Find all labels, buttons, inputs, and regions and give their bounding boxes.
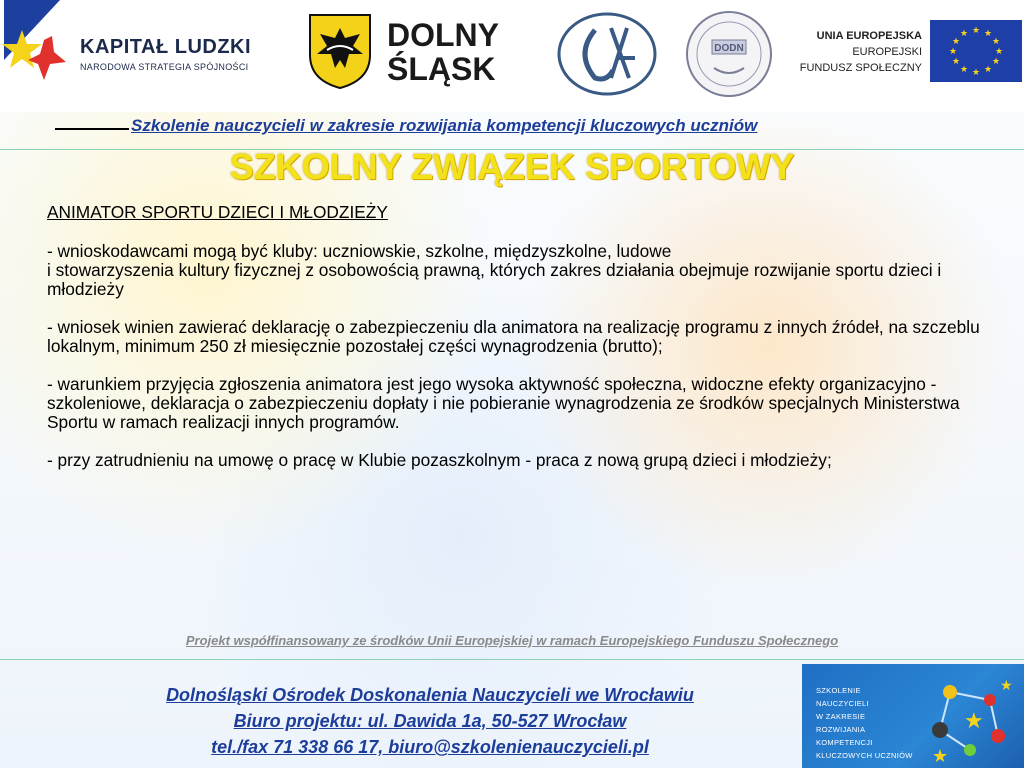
dolny-slask-wordmark bbox=[387, 18, 499, 86]
dodn-seal-icon bbox=[684, 8, 774, 100]
molecule-stars-icon bbox=[920, 670, 1020, 766]
kapital-ludzki-title: KAPITAŁ LUDZKI bbox=[80, 36, 252, 58]
eagle-crest-icon bbox=[305, 10, 375, 90]
training-subtitle bbox=[55, 116, 975, 136]
badge-line3: ROZWIJANIA bbox=[816, 725, 866, 734]
institution-name: Dolnośląski Ośrodek Doskonalenia Nauczycieli we Wrocławiu bbox=[166, 685, 694, 705]
svg-text:★: ★ bbox=[959, 65, 969, 75]
svg-text:★: ★ bbox=[983, 65, 993, 75]
badge-line1: SZKOLENIE NAUCZYCIELI bbox=[816, 686, 869, 708]
main-title: SZKOLNY ZWIĄZEK SPORTOWY bbox=[229, 146, 795, 187]
kapital-ludzki-subtitle: NARODOWA STRATEGIA SPÓJNOŚCI bbox=[80, 62, 249, 72]
eu-line3: FUNDUSZ SPOŁECZNY bbox=[799, 62, 922, 74]
kapital-ludzki-star-icon bbox=[0, 0, 78, 100]
svg-text:★: ★ bbox=[959, 29, 969, 39]
badge-text bbox=[816, 684, 916, 762]
paragraph-3: - warunkiem przyjęcia zgłoszenia animatora jest jego wysoka aktywność społeczna, widoczne efekty organizacyjno - szkoleniowe, deklaracja o zabezpieczeniu dopłaty i nie pobieranie wynagrodzenia ze środków specjalnych Ministerstwa Sportu w ramach realizacji innych programów. bbox=[47, 374, 960, 432]
eu-line1: UNIA EUROPEJSKA bbox=[816, 30, 922, 42]
paragraph-2: - wniosek winien zawierać deklarację o zabezpieczeniu dla animatora na realizację programu z innych źródeł, na szczeblu lokalnym, minimum 250 zł miesięcznie pozostałej części wynagrodzenia (brutto); bbox=[47, 317, 980, 356]
svg-text:★: ★ bbox=[991, 57, 1001, 67]
svg-text:★: ★ bbox=[994, 47, 1004, 57]
svg-text:★: ★ bbox=[932, 746, 949, 766]
paragraph-4: - przy zatrudnieniu na umowę o pracę w Klubie pozaszkolnym - praca z nową grupą dzieci i młodzieży; bbox=[47, 450, 832, 470]
svg-text:★: ★ bbox=[951, 37, 961, 47]
dodn-seal-text: DODN bbox=[714, 43, 744, 54]
office-address: Biuro projektu: ul. Dawida 1a, 50-527 Wrocław bbox=[233, 711, 627, 731]
monogram-seal-icon bbox=[555, 10, 659, 98]
badge-line5: KLUCZOWYCH UCZNIÓW bbox=[816, 751, 913, 760]
svg-text:★: ★ bbox=[971, 68, 981, 78]
subtitle-lead-line bbox=[55, 128, 129, 130]
monogram-seal-logo bbox=[555, 10, 659, 98]
dolny-slask-logo bbox=[305, 10, 535, 95]
badge-line4: KOMPETENCJI bbox=[816, 738, 873, 747]
paragraph-1: - wnioskodawcami mogą być kluby: uczniowskie, szkolne, międzyszkolne, ludowe bbox=[47, 241, 672, 261]
cofinancing-note: Projekt współfinansowany ze środków Unii Europejskiej w ramach Europejskiego Funduszu Społecznego bbox=[185, 633, 839, 648]
svg-text:★: ★ bbox=[991, 37, 1001, 47]
logo-header bbox=[0, 0, 1024, 112]
kapital-ludzki-logo bbox=[0, 0, 290, 100]
project-badge bbox=[802, 664, 1024, 768]
eu-flag-icon bbox=[930, 20, 1022, 82]
paragraph-1-cont: i stowarzyszenia kultury fizycznej z osobowością prawną, których zakres działania obejmuje rozwijanie sportu dzieci i młodzieży bbox=[47, 260, 942, 299]
svg-text:★: ★ bbox=[983, 29, 993, 39]
content-body bbox=[47, 203, 987, 489]
phone-email[interactable]: tel./fax 71 338 66 17, biuro@szkolenienauczycieli.pl bbox=[211, 737, 649, 757]
eu-logo bbox=[790, 18, 1024, 88]
dodn-seal-logo bbox=[684, 8, 774, 100]
bottom-divider bbox=[0, 659, 1024, 660]
dolny-slask-line1: DOLNY bbox=[387, 17, 499, 53]
svg-text:★: ★ bbox=[1000, 678, 1013, 694]
svg-text:★: ★ bbox=[951, 57, 961, 67]
svg-text:★: ★ bbox=[971, 26, 981, 36]
subtitle-text: Szkolenie nauczycieli w zakresie rozwijania kompetencji kluczowych uczniów bbox=[131, 116, 758, 135]
eu-line2: EUROPEJSKI bbox=[852, 46, 922, 58]
badge-line2: W ZAKRESIE bbox=[816, 712, 866, 721]
contact-block bbox=[80, 682, 780, 760]
svg-text:★: ★ bbox=[964, 709, 984, 734]
dolny-slask-line2: ŚLĄSK bbox=[387, 51, 496, 87]
svg-text:★: ★ bbox=[948, 47, 958, 57]
content-heading: ANIMATOR SPORTU DZIECI I MŁODZIEŻY bbox=[47, 202, 388, 222]
